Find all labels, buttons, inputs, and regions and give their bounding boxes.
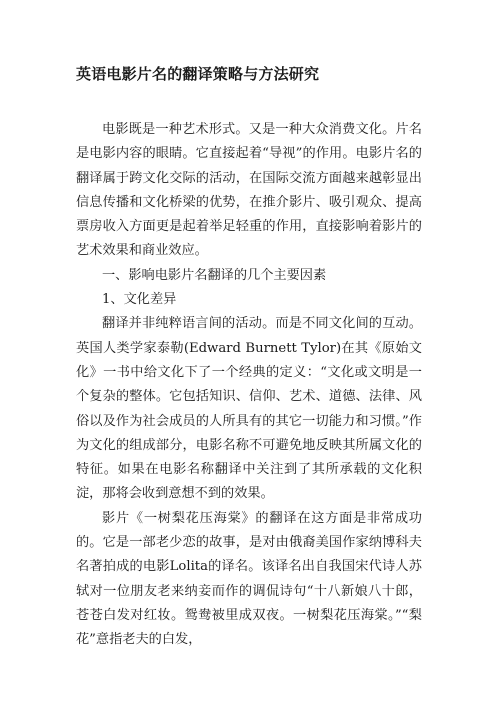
document-body: [76, 118, 422, 653]
subsection-heading: 1、文化差异: [102, 292, 177, 308]
section-heading: 一、影响电影片名翻译的几个主要因素: [102, 267, 327, 283]
paragraph-culture: 翻译并非纯粹语言间的活动。而是不同文化间的互动。英国人类学家泰勒(Edward Burnett Tylor)在其《原始文化》一书中给文化下了一个经典的定义：“文化或文明是一个复杂的整体。它包括知识、信仰、艺术、道德、法律、风俗以及作为社会成员的人所具有的其它一切能力和习惯。”作为文化的组成部分，电影名称不可避免地反映其所属文化的特征。如果在电影名称翻译中关注到了其所承载的文化积淀，那将会收到意想不到的效果。: [76, 316, 422, 502]
paragraph-example: 影片《一树梨花压海棠》的翻译在这方面是非常成功的。它是一部老少恋的故事，是对由俄裔美国作家纳博科夫名著拍成的电影Lolita的译名。该译名出自我国宋代诗人苏轼对一位朋友老来纳妾而作的调侃诗句“十八新娘八十郎，苍苍白发对红妆。鸳鸯被里成双夜。一树梨花压海棠。”“梨花”意指老夫的白发，: [76, 510, 422, 648]
document-title: 英语电影片名的翻译策略与方法研究: [76, 65, 320, 83]
paragraph-intro: 电影既是一种艺术形式。又是一种大众消费文化。片名是电影内容的眼睛。它直接起着“导视”的作用。电影片名的翻译属于跨文化交际的活动，在国际交流方面越来越彰显出信息传播和文化桥梁的优势，在推介影片、吸引观众、提高票房收入方面更是起着举足轻重的作用，直接影响着影片的艺术效果和商业效应。: [76, 122, 422, 259]
